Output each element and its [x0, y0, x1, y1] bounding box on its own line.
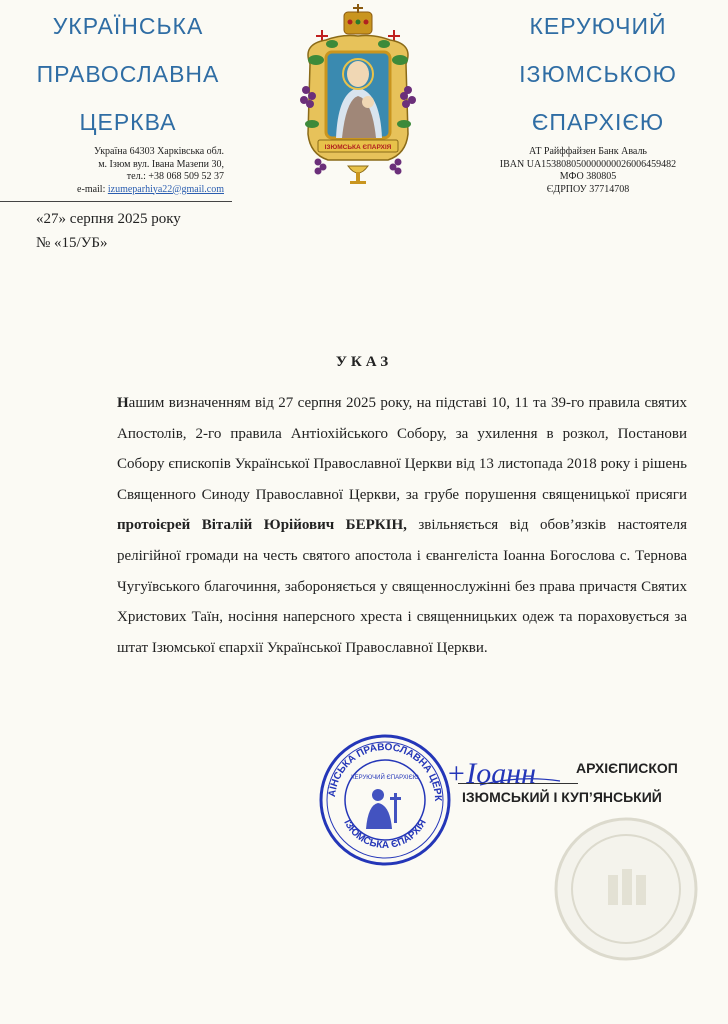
signature-text: +Іоанн: [446, 757, 536, 790]
document-number: № «15/УБ»: [36, 235, 108, 251]
signatory-title-line2: ІЗЮМСЬКИЙ І КУП’ЯНСЬКИЙ: [462, 789, 662, 805]
header-right-title: [488, 2, 708, 146]
embossed-seal: [552, 815, 700, 963]
official-seal: [318, 733, 452, 867]
seal-figure-icon: [366, 789, 401, 829]
decree-paragraph: [117, 388, 687, 663]
decree-body: [117, 388, 687, 663]
mfo-line: МФО 380805: [559, 171, 617, 182]
header-right-line: ЄПАРХІЄЮ: [531, 109, 665, 135]
header-left-line: ЦЕРКВА: [79, 109, 177, 135]
signature-line: [458, 783, 578, 784]
bank-name: АТ Райффайзен Банк Аваль: [528, 146, 647, 157]
eparchy-emblem-icon: [292, 4, 424, 188]
seal-outer-text: АЇНСЬКА ПРАВОСЛАВНА ЦЕРК: [327, 741, 444, 802]
header-left-line: ПРАВОСЛАВНА: [36, 61, 220, 87]
decree-text-part1: ашим визначенням від 27 серпня 2025 року, на підставі 10, 11 та 39-го правила святих Апостолів, 2-го правила Антіохійського Собору, за ухилення в розкол, Постанови Собору єпископів Української Православної Церкви від 13 листопада 2018 року і рішень Священного Синоду Православної Церкви, за грубе порушення священицької присяги: [117, 395, 687, 503]
email-line: [34, 184, 224, 197]
seal-bottom-text: ІЗЮМСЬКА ЄПАРХІЯ: [341, 817, 429, 852]
iban-line: IBAN UA153808050000000026006459482: [499, 158, 677, 170]
header-left-line: УКРАЇНСЬКА: [52, 13, 204, 39]
decree-lead-letter: Н: [117, 395, 129, 411]
decree-text-part2: звільняється від обов’язків настоятеля релігійної громади на честь святого апостола і євангеліста Іоанна Богослова с. Тернова Чугуївського благочиння, забороняється у священнослужінні без права причастя Святих Христових Таїн, носіння наперсного хреста і священницьких одеж та пораховується за штат Ізюмської єпархії Української Православної Церкви.: [117, 517, 687, 656]
email-link[interactable]: izumeparhiya22@gmail.com: [107, 183, 224, 195]
address-block: [34, 146, 224, 196]
header-right-line: ІЗЮМСЬКОЮ: [519, 61, 677, 87]
seal-inner-text: КЕРУЮЧИЙ ЄПАРХІЄЮ: [351, 775, 419, 781]
handwritten-signature: [440, 745, 580, 795]
email-label: e-mail:: [77, 183, 108, 195]
bank-details: [470, 146, 706, 196]
header-right-line: КЕРУЮЧИЙ: [529, 13, 667, 39]
decree-person-name: протоієрей Віталій Юрійович БЕРКІН,: [117, 517, 407, 534]
edrpou-line: ЄДРПОУ 37714708: [546, 183, 630, 195]
header-divider: [0, 201, 232, 202]
crown-icon: [344, 4, 372, 34]
address-line: Україна 64303 Харківська обл.: [94, 146, 224, 157]
header-left-title: [18, 2, 238, 146]
emblem-banner-text: ІЗЮМСЬКА ЄПАРХІЯ: [324, 144, 392, 151]
phone-line: тел.: +38 068 509 52 37: [126, 171, 224, 182]
address-line: м. Ізюм вул. Івана Мазепи 30,: [98, 158, 224, 170]
signatory-title: АРХІЄПИСКОП: [576, 760, 678, 776]
document-title: УКАЗ: [335, 354, 393, 370]
document-date: «27» серпня 2025 року: [36, 211, 181, 227]
